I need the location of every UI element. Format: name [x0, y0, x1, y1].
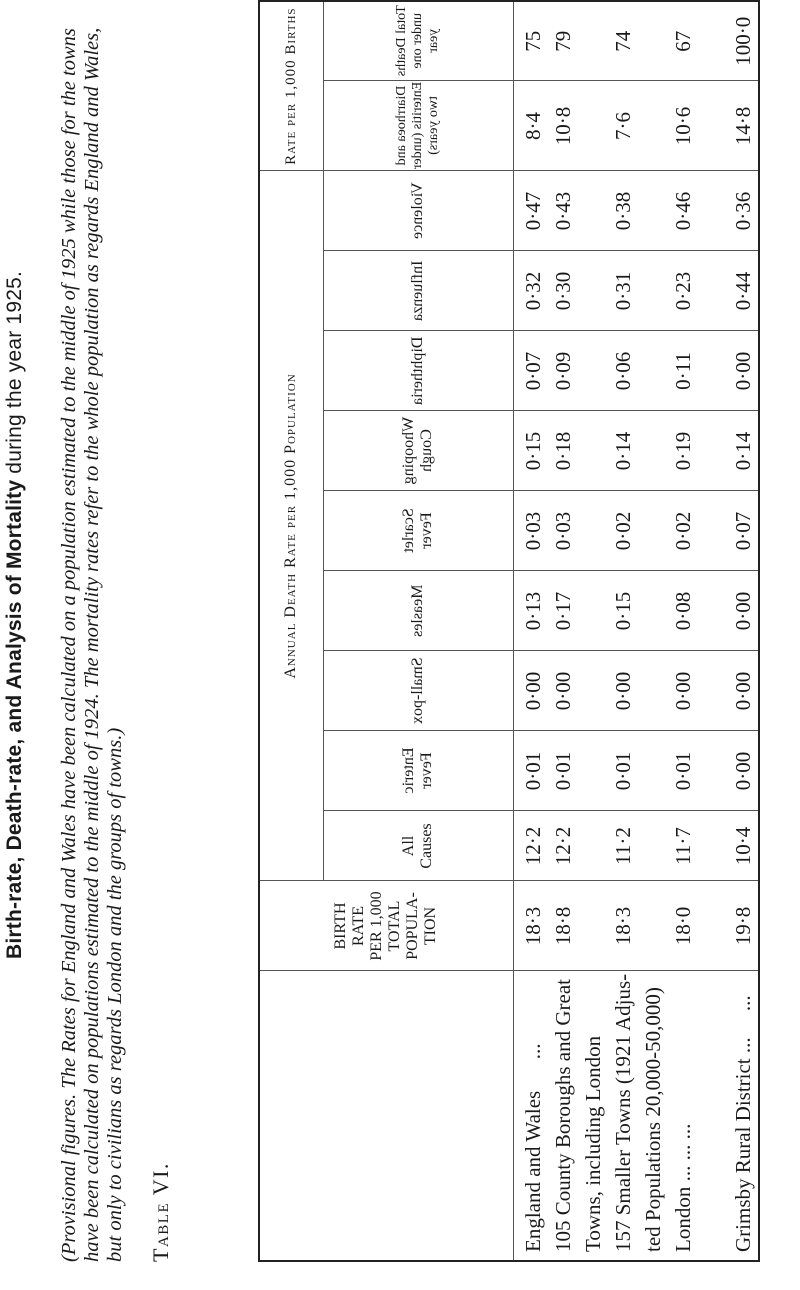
note-lead: (Provisional figures.: [58, 1093, 80, 1262]
value-england-wales: 12·2: [520, 826, 545, 866]
value-england-wales: 0·07: [520, 351, 545, 391]
place-england-wales: England and Wales ...: [520, 1043, 545, 1252]
value-england-wales: 0·15: [520, 431, 545, 471]
table-body-row: [513, 1, 759, 1261]
small-pox-column: [513, 651, 759, 731]
value-grimsby: 14·8: [730, 106, 755, 146]
caption-title: Birth-rate, Death-rate, and Analysis of Mortality: [3, 479, 26, 960]
scarlet-fever-header: Scarlet Fever: [323, 491, 513, 571]
place-smaller-towns-1: 157 Smaller Towns (1921 Adjus-: [610, 973, 635, 1252]
value-grimsby: 0·00: [730, 751, 755, 791]
value-london: 11·7: [670, 827, 695, 865]
birth-rate-header: BIRTH RATE PER 1,000 TOTAL POPULA- TION: [259, 881, 513, 971]
value-london: 0·23: [670, 271, 695, 311]
place-grimsby: Grimsby Rural District ... ...: [730, 995, 755, 1252]
all-causes-header: All Causes: [323, 811, 513, 881]
value-smaller-towns: 0·15: [610, 591, 635, 631]
value-smaller-towns: 0·38: [610, 191, 635, 231]
value-grimsby: 0·36: [730, 191, 755, 231]
rate-per-births-header: Rate per 1,000 Births: [259, 1, 323, 171]
place-county-boroughs-2: Towns, including London: [580, 1035, 605, 1252]
value-county-boroughs: 10·8: [550, 106, 575, 146]
value-smaller-towns: 0·02: [610, 511, 635, 551]
value-smaller-towns: 7·6: [610, 111, 635, 140]
whooping-cough-header: Whooping Cough: [323, 411, 513, 491]
whooping-cough-column: [513, 411, 759, 491]
value-england-wales: 0·13: [520, 591, 545, 631]
value-london: 0·19: [670, 431, 695, 471]
small-pox-header: Small-pox: [323, 651, 513, 731]
value-grimsby: 0·14: [730, 431, 755, 471]
value-england-wales: 75: [520, 30, 545, 52]
value-smaller-towns: 0·06: [610, 351, 635, 391]
value-smaller-towns: 0·31: [610, 271, 635, 311]
infant-deaths-header: Total Deaths under one year: [323, 1, 513, 81]
enteric-fever-column: [513, 731, 759, 811]
value-county-boroughs: 12·2: [550, 826, 575, 866]
place-smaller-towns-2: ted Populations 20,000-50,000): [640, 987, 665, 1252]
value-smaller-towns: 18·3: [610, 906, 635, 946]
influenza-header: Influenza: [323, 251, 513, 331]
value-county-boroughs: 0·30: [550, 271, 575, 311]
value-county-boroughs: 0·09: [550, 351, 575, 391]
enteric-fever-header: Enteric Fever: [323, 731, 513, 811]
value-london: 10·6: [670, 106, 695, 146]
value-grimsby: 0·00: [730, 351, 755, 391]
value-county-boroughs: 0·17: [550, 591, 575, 631]
note-body: The Rates for England and Wales have been calculated on a population estimated to the middle of 1925 while those for the towns have been calculated on populations estimated to the middle of 1924. The mortality rates refer to the whole population as regards England and Wales, but only to civilians as regards London and the groups of towns.): [58, 27, 126, 1262]
value-england-wales: 0·01: [520, 751, 545, 791]
caption-tail: during the year 1925.: [3, 271, 26, 474]
value-england-wales: 0·32: [520, 271, 545, 311]
value-london: 0·02: [670, 511, 695, 551]
diphtheria-header: Diphtheria: [323, 331, 513, 411]
value-england-wales: 0·47: [520, 191, 545, 231]
all-causes-column: [513, 811, 759, 881]
value-england-wales: 18·3: [520, 906, 545, 946]
diarrhoea-header: Diarrhoea and Enteritis (under two years): [323, 81, 513, 171]
value-england-wales: 0·03: [520, 511, 545, 551]
value-county-boroughs: 0·43: [550, 191, 575, 231]
violence-column: [513, 171, 759, 251]
place-header-blank: [259, 971, 513, 1261]
place-county-boroughs-1: 105 County Boroughs and Great: [550, 979, 575, 1252]
value-grimsby: 19·8: [730, 906, 755, 946]
value-county-boroughs: 18·8: [550, 906, 575, 946]
value-grimsby: 10·4: [730, 826, 755, 866]
birth-rate-column: [513, 881, 759, 971]
table-number: Table VI.: [148, 1162, 173, 1262]
table-caption: [3, 25, 27, 1205]
annual-death-rate-header: Annual Death Rate per 1,000 Population: [259, 171, 323, 881]
value-london: 0·01: [670, 751, 695, 791]
value-england-wales: 8·4: [520, 111, 545, 140]
value-smaller-towns: 74: [610, 30, 635, 52]
value-london: 67: [670, 30, 695, 52]
value-grimsby: 0·07: [730, 511, 755, 551]
value-london: 18·0: [670, 906, 695, 946]
violence-header: Violence: [323, 171, 513, 251]
value-london: 0·08: [670, 591, 695, 631]
place-column: [513, 971, 759, 1261]
value-grimsby: 0·00: [730, 591, 755, 631]
measles-header: Measles: [323, 571, 513, 651]
measles-column: [513, 571, 759, 651]
value-county-boroughs: 0·01: [550, 751, 575, 791]
value-county-boroughs: 0·03: [550, 511, 575, 551]
value-london: 0·00: [670, 671, 695, 711]
value-grimsby: 100·0: [730, 16, 755, 66]
influenza-column: [513, 251, 759, 331]
value-grimsby: 0·44: [730, 271, 755, 311]
value-smaller-towns: 0·00: [610, 671, 635, 711]
mortality-table: [258, 0, 760, 1262]
value-county-boroughs: 79: [550, 30, 575, 52]
diphtheria-column: [513, 331, 759, 411]
value-county-boroughs: 0·00: [550, 671, 575, 711]
value-smaller-towns: 0·14: [610, 431, 635, 471]
value-grimsby: 0·00: [730, 671, 755, 711]
value-london: 0·46: [670, 191, 695, 231]
value-england-wales: 0·00: [520, 671, 545, 711]
value-london: 0·11: [670, 352, 695, 390]
value-smaller-towns: 11·2: [610, 827, 635, 865]
explanatory-note: [58, 22, 127, 1262]
diarrhoea-rate-column: [513, 81, 759, 171]
value-county-boroughs: 0·18: [550, 431, 575, 471]
place-london: London ... ... ...: [670, 1123, 695, 1252]
value-smaller-towns: 0·01: [610, 751, 635, 791]
scarlet-fever-column: [513, 491, 759, 571]
infant-rate-column: [513, 1, 759, 81]
